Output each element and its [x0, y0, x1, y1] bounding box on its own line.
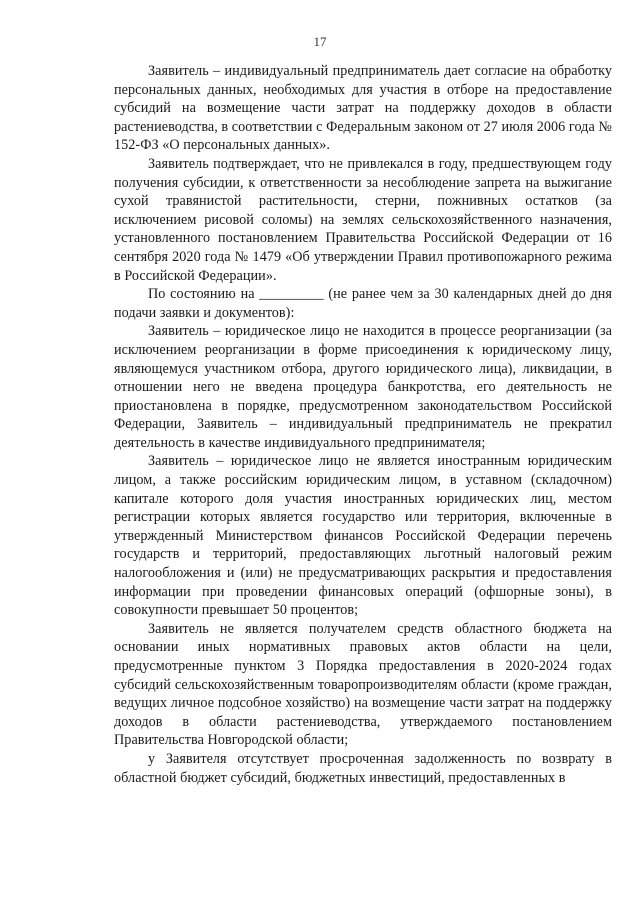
document-body [114, 62, 612, 787]
paragraph-no-overdue-debt: у Заявителя отсутствует просроченная задолженность по возврату в областной бюджет субсидий, бюджетных инвестиций, предоставленных в [114, 750, 612, 786]
paragraph-fire-safety-confirmation: Заявитель подтверждает, что не привлекался в году, предшествующем году получения субсидии, к ответственности за несоблюдение запрета на выжигание сухой травянистой растительности, стерни, пожнивных остатков (за исключением рисовой соломы) на землях сельскохозяйственного назначения, установленного постановлением Правительства Российской Федерации от 16 сентября 2020 года № 1479 «Об утверждении Правил противопожарного режима в Российской Федерации». [114, 155, 612, 284]
paragraph-not-budget-recipient: Заявитель не является получателем средств областного бюджета на основании иных нормативных правовых актов области на цели, предусмотренные пунктом 3 Порядка предоставления в 2020-2024 годах субсидий сельскохозяйственным товаропроизводителям области (кроме граждан, ведущих личное подсобное хозяйство) на возмещение части затрат на поддержку доходов в области растениеводства, утверждаемого постановлением Правительства Новгородской области; [114, 620, 612, 749]
paragraph-personal-data-consent: Заявитель – индивидуальный предприниматель дает согласие на обработку персональных данных, необходимых для участия в отборе на предоставление субсидий на возмещение части затрат на поддержку доходов в области растениеводства, в соответствии с Федеральным законом от 27 июля 2006 года № 152-ФЗ «О персональных данных». [114, 63, 612, 154]
paragraph-not-in-reorganization: Заявитель – юридическое лицо не находится в процессе реорганизации (за исключением реорганизации в форме присоединения к юридическому лицу, являющемуся участником отбора, другого юридического лица), ликвидации, в отношении него не введена процедура банкротства, его деятельность не приостановлена в порядке, предусмотренном законодательством Российской Федерации, Заявитель – индивидуальный предприниматель не прекратил деятельность в качестве индивидуального предпринимателя; [114, 323, 612, 451]
paragraph-status-date: По состоянию на _________ (не ранее чем за 30 календарных дней до дня подачи заявки и документов): [114, 286, 612, 321]
page-number: 17 [313, 34, 327, 49]
paragraph-not-foreign-entity: Заявитель – юридическое лицо не является иностранным юридическим лицом, а также российским юридическим лицом, в уставном (складочном) капитале которого доля участия иностранных юридических лиц, местом регистрации которых является государство или территория, включенные в утвержденный Министерством финансов Российской Федерации перечень государств и территорий, предоставляющих льготный налоговый режим налогообложения и (или) не предусматривающих раскрытия и предоставления информации при проведении финансовых операций (офшорные зоны), в совокупности превышает 50 процентов; [114, 453, 612, 619]
